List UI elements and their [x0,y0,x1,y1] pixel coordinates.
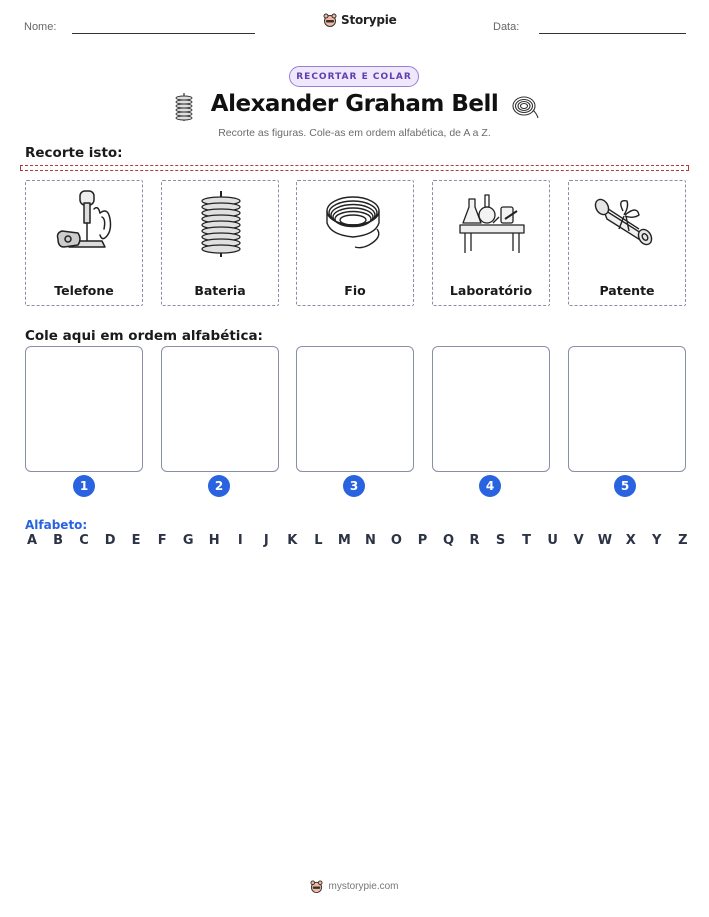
alphabet-letter: J [263,533,269,548]
alphabet-letter: Y [652,533,662,548]
card-label-bateria: Bateria [194,283,246,298]
alphabet-letter: M [337,533,351,548]
alphabet-letter: B [53,533,63,548]
card-label-laboratorio: Laboratório [449,283,533,298]
storypie-mascot-icon [310,880,323,893]
slot-number-1: 1 [73,475,95,497]
brand-name: Storypie [341,13,397,27]
alphabet-letter: Q [442,533,455,548]
alphabet-letter: P [417,533,428,548]
brand-logo [323,13,397,27]
cut-section-label: Recorte isto: [25,145,123,161]
alphabet-letter: K [287,533,298,548]
footer-url[interactable]: mystorypie.com [328,881,399,892]
alphabet-letter: H [208,533,220,548]
paste-slot-2[interactable] [161,346,279,472]
date-label: Data: [493,21,520,33]
alphabet-letter: E [131,533,141,548]
alphabet-letter: R [469,533,480,548]
alphabet-letter: W [597,533,613,548]
cut-card-telefone[interactable] [25,180,143,306]
wire-coil-icon [321,189,391,259]
slot-number-4: 4 [479,475,501,497]
cut-card-laboratorio[interactable] [432,180,550,306]
paste-slot-4[interactable] [432,346,550,472]
alphabet-letter: F [157,533,167,548]
cut-line [20,165,689,171]
alphabet-letter: O [390,533,402,548]
battery-icon [186,189,256,259]
slot-number-5: 5 [614,475,636,497]
activity-badge: RECORTAR E COLAR [289,66,419,87]
alphabet-letter: A [26,533,38,548]
patent-scroll-icon [593,189,663,259]
cut-card-fio[interactable] [296,180,414,306]
alphabet-letter: Z [678,533,688,548]
alphabet-letter: N [364,533,376,548]
name-label: Nome: [24,21,57,33]
alphabet-letter: I [237,533,243,548]
cut-card-patente[interactable] [568,180,686,306]
coil-decoration-icon [511,94,539,120]
card-label-patente: Patente [599,283,655,298]
name-line[interactable] [72,33,255,34]
paste-section-label: Cole aqui em ordem alfabética: [25,328,263,344]
paste-slot-3[interactable] [296,346,414,472]
paste-slot-5[interactable] [568,346,686,472]
alphabet-letter: V [573,533,584,548]
alphabet-letter: T [522,533,532,548]
slot-number-3: 3 [343,475,365,497]
alphabet-letter: C [79,533,89,548]
alphabet-letter: X [625,533,636,548]
alphabet-letter: G [182,533,194,548]
alphabet-row [25,533,690,548]
card-label-fio: Fio [344,283,366,298]
cut-card-bateria[interactable] [161,180,279,306]
slot-number-2: 2 [208,475,230,497]
card-label-telefone: Telefone [54,283,114,298]
alphabet-letter: S [495,533,506,548]
page-title: Alexander Graham Bell [210,91,499,117]
laboratory-icon [457,189,527,259]
telephone-icon [50,189,120,259]
storypie-mascot-icon [323,13,337,27]
footer [0,880,709,893]
alphabet-letter: U [547,533,558,548]
paste-slot-1[interactable] [25,346,143,472]
alphabet-label: Alfabeto: [25,518,88,532]
alphabet-letter: L [314,533,323,548]
alphabet-letter: D [104,533,116,548]
date-line[interactable] [539,33,686,34]
instructions: Recorte as figuras. Cole-as em ordem alfabética, de A a Z. [218,127,491,139]
